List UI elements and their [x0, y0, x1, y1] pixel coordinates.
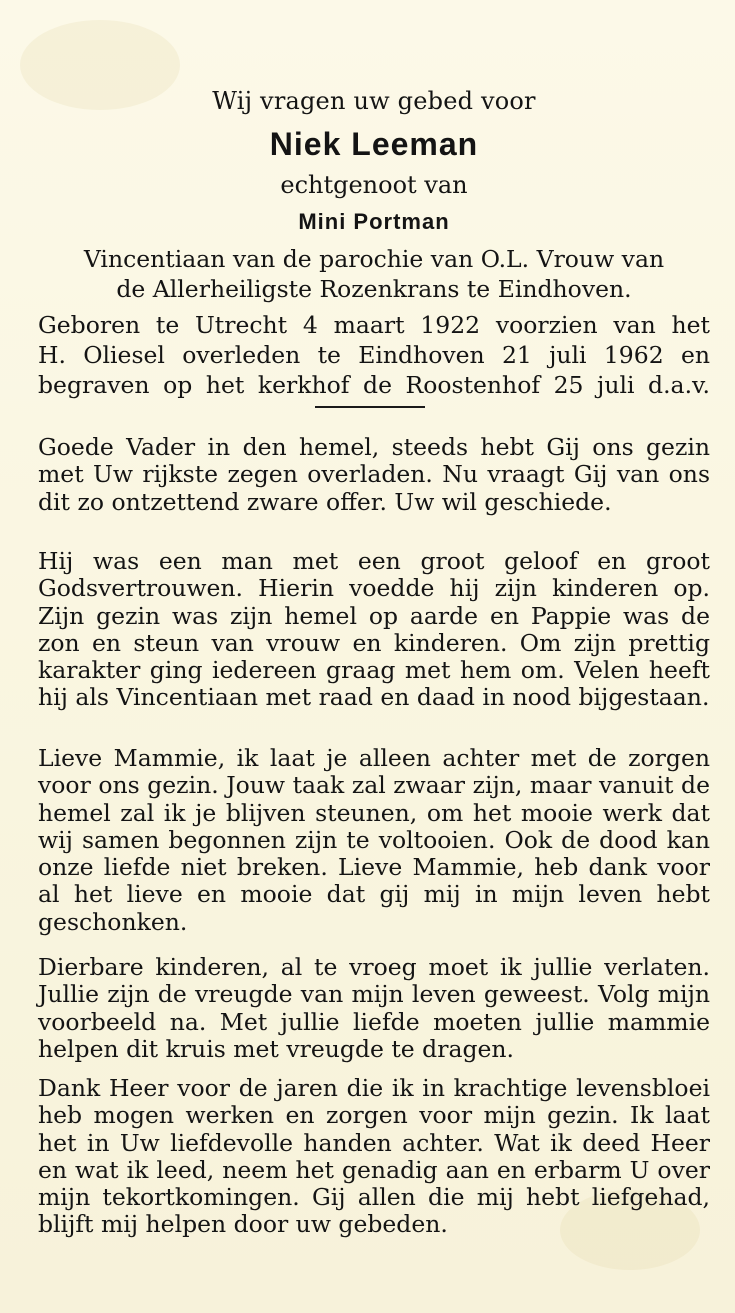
prayer-paragraph-1: Goede Vader in den hemel, steeds hebt Gij ons gezin met Uw rijkste zegen overladen. Nu vraagt Gij van ons dit zo ontzettend zware offer. Uw wil geschiede.	[38, 433, 710, 516]
role-line-1: Vincentiaan van de parochie van O.L. Vrouw van	[83, 245, 665, 273]
bio-line-1: Geboren te Utrecht 4 maart 1922 voorzien van het	[38, 311, 710, 339]
prayer-paragraph-3: Lieve Mammie, ik laat je alleen achter met de zorgen voor ons gezin. Jouw taak zal zwaar zijn, maar vanuit de hemel zal ik je blijven steunen, om het mooie werk dat wij samen begonnen zijn te voltooien. Ook de dood kan onze liefde niet breken. Lieve Mammie, heb dank voor al het lieve en mooie dat gij mij in mijn leven hebt geschonken.	[38, 744, 710, 936]
divider-rule	[315, 406, 425, 408]
bio-line-3: begraven op het kerkhof de Roostenhof 25 juli d.a.v.	[38, 371, 710, 399]
role-description	[38, 244, 710, 304]
bio-line-2: H. Oliesel overleden te Eindhoven 21 juli 1962 en	[38, 341, 710, 369]
prayer-paragraph-5: Dank Heer voor de jaren die ik in krachtige levensbloei heb mogen werken en zorgen voor mijn gezin. Ik laat het in Uw liefdevolle handen achter. Wat ik deed Heer en wat ik leed, neem het genadig aan en erbarm U over mijn tekortkomingen. Gij allen die mij hebt liefgehad, blijft mij helpen door uw gebeden.	[38, 1074, 710, 1239]
spouse-name: Mini Portman	[298, 209, 450, 234]
intro-line: Wij vragen uw gebed voor	[212, 87, 536, 115]
prayer-paragraph-2: Hij was een man met een groot geloof en groot Godsvertrouwen. Hierin voedde hij zijn kinderen op. Zijn gezin was zijn hemel op aarde en Pappie was de zon en steun van vrouw en kinderen. Om zijn prettig karakter ging iedereen graag met hem om. Velen heeft hij als Vincentiaan met raad en daad in nood bijgestaan.	[38, 547, 710, 712]
role-line-2: de Allerheiligste Rozenkrans te Eindhoven.	[116, 275, 632, 303]
biography	[38, 310, 710, 400]
prayer-paragraph-4: Dierbare kinderen, al te vroeg moet ik jullie verlaten. Jullie zijn de vreugde van mijn leven geweest. Volg mijn voorbeeld na. Met jullie liefde moeten jullie mammie helpen dit kruis met vreugde te dragen.	[38, 953, 710, 1063]
spouse-intro: echtgenoot van	[280, 171, 468, 199]
deceased-name: Niek Leeman	[269, 126, 479, 162]
